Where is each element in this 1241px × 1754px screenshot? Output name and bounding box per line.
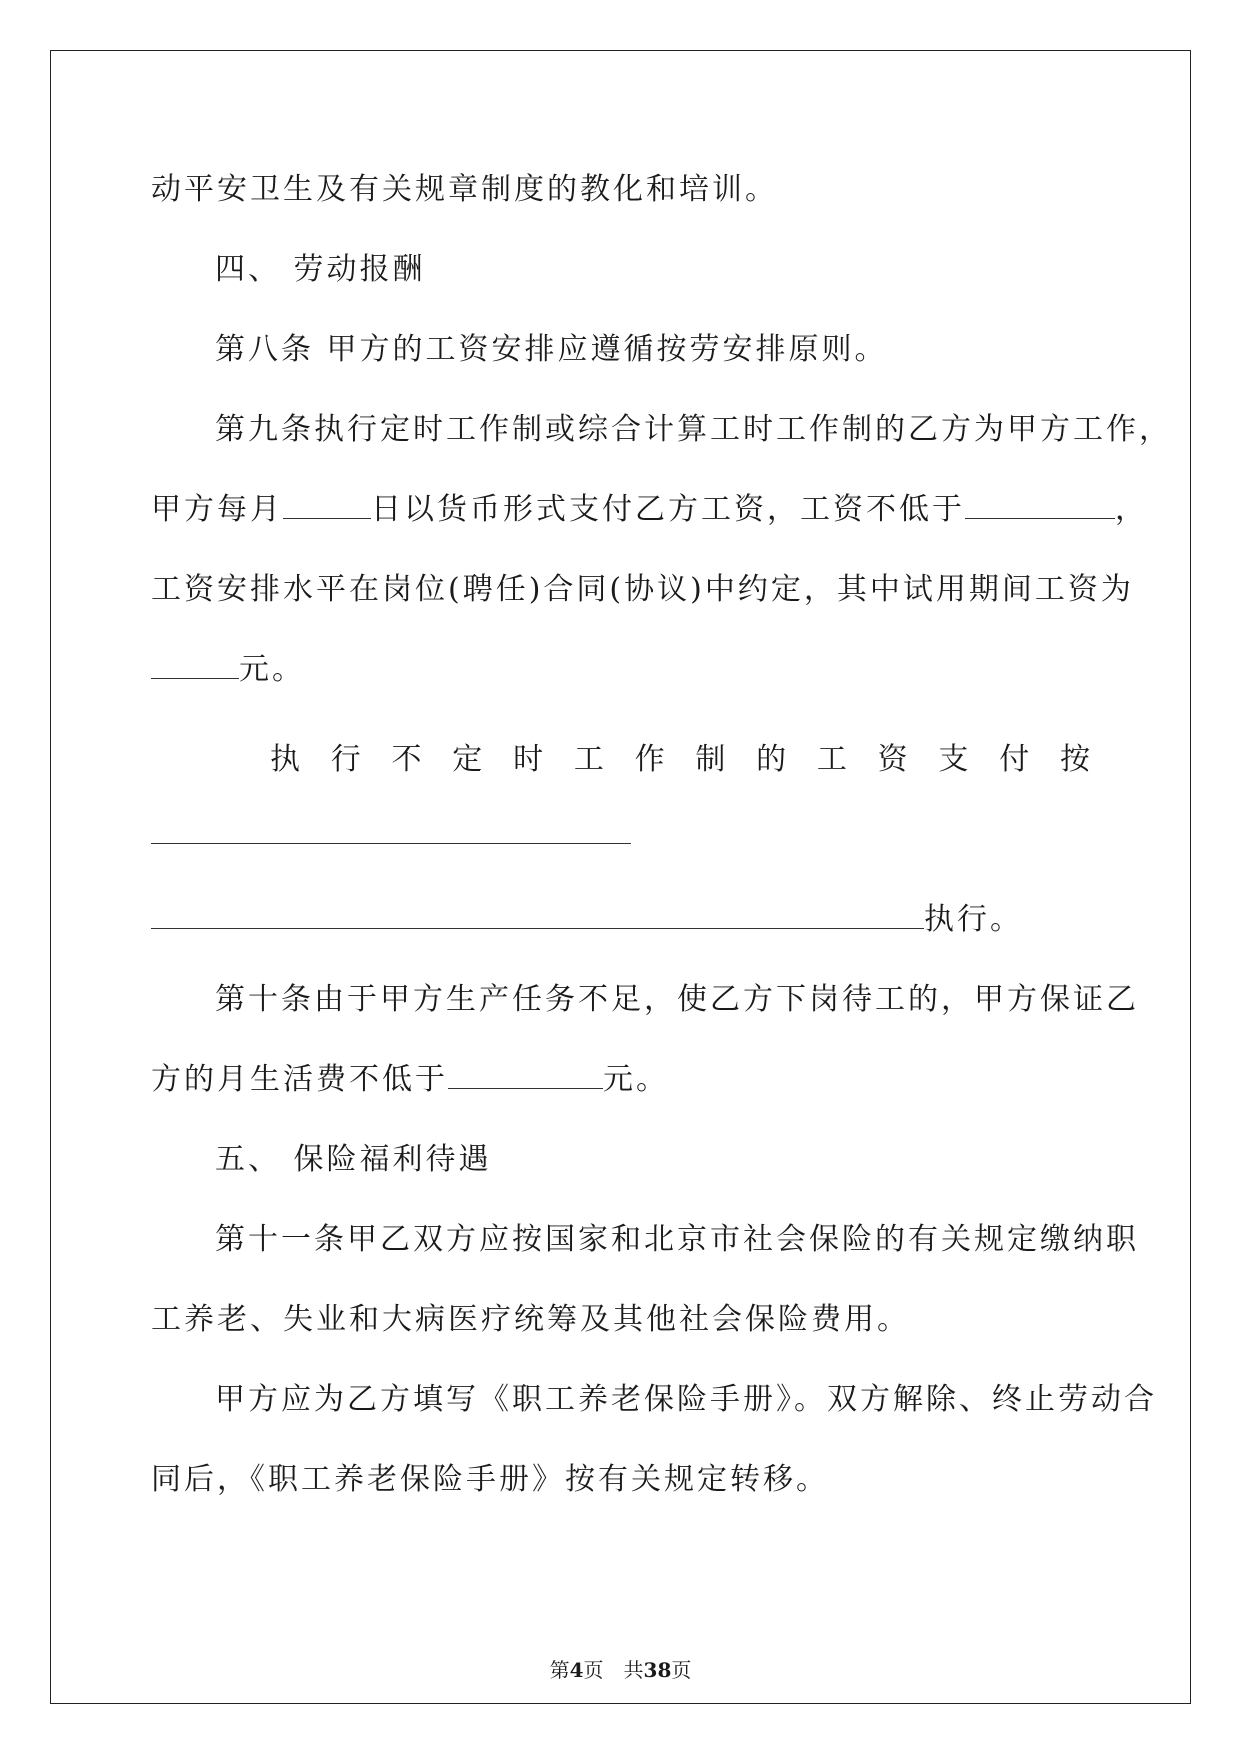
text-segment: 甲方每月 (151, 492, 283, 527)
char: 工 (573, 742, 604, 777)
char: 按 (1059, 742, 1090, 777)
blank-day-field[interactable] (283, 490, 371, 519)
article-10-line-1: 第十条由于甲方生产任务不足，使乙方下岗待工的，甲方保证乙 (215, 982, 1139, 1017)
insurance-handbook-line-2: 同后，《职工养老保险手册》按有关规定转移。 (151, 1462, 829, 1497)
insurance-handbook-line-1: 甲方应为乙方填写《职工养老保险手册》。双方解除、终止劳动合 (215, 1382, 1157, 1417)
section-heading-remuneration: 四、 劳动报酬 (215, 252, 426, 287)
article-9-line-2 (151, 490, 1148, 530)
article-9-line-3: 工资安排水平在岗位(聘任)合同(协议)中约定，其中试用期间工资为 (151, 572, 1134, 607)
char: 工 (816, 742, 847, 777)
article-9-line-4 (151, 650, 305, 690)
paragraph-line: 动平安卫生及有关规章制度的教化和培训。 (151, 172, 778, 207)
blank-payment-basis-line-1[interactable] (151, 843, 631, 844)
article-11-line-1: 第十一条甲乙双方应按国家和北京市社会保险的有关规定缴纳职 (215, 1222, 1139, 1257)
text-segment: 执行。 (924, 902, 1023, 937)
text-segment: 元。 (239, 652, 305, 687)
text-segment: ， (1115, 492, 1148, 527)
char: 行 (330, 742, 361, 777)
article-10-line-2 (151, 1060, 669, 1100)
text-segment: 日以货币形式支付乙方工资，工资不低于 (371, 492, 965, 527)
char: 支 (938, 742, 969, 777)
char: 不 (391, 742, 422, 777)
total-page-number: 38 (643, 1658, 672, 1682)
text-segment: 元。 (603, 1062, 669, 1097)
irregular-hours-line (270, 740, 1090, 780)
section-heading-insurance: 五、 保险福利待遇 (215, 1142, 492, 1177)
current-page-number: 4 (569, 1658, 584, 1682)
page-footer (0, 1658, 1241, 1682)
blank-payment-basis-line-2[interactable] (151, 900, 924, 929)
article-9-line-1: 第九条执行定时工作制或综合计算工时工作制的乙方为甲方工作， (215, 412, 1172, 447)
page-border (50, 50, 1191, 1704)
char: 作 (634, 742, 665, 777)
char: 时 (513, 742, 544, 777)
footer-text: 第 (549, 1658, 570, 1682)
char: 的 (756, 742, 787, 777)
char: 付 (999, 742, 1030, 777)
char: 定 (452, 742, 483, 777)
footer-text: 页 (671, 1658, 692, 1682)
payment-basis-line-2 (151, 900, 1023, 940)
article-8: 第八条 甲方的工资安排应遵循按劳安排原则。 (215, 332, 888, 367)
footer-text: 页 共 (583, 1658, 644, 1682)
char: 资 (877, 742, 908, 777)
article-11-line-2: 工养老、失业和大病医疗统筹及其他社会保险费用。 (151, 1302, 910, 1337)
blank-living-allowance-field[interactable] (448, 1060, 603, 1089)
char: 执 (270, 742, 300, 777)
text-segment: 方的月生活费不低于 (151, 1062, 448, 1097)
blank-wage-field[interactable] (965, 490, 1115, 519)
char: 制 (695, 742, 726, 777)
blank-trial-wage-field[interactable] (151, 650, 239, 679)
